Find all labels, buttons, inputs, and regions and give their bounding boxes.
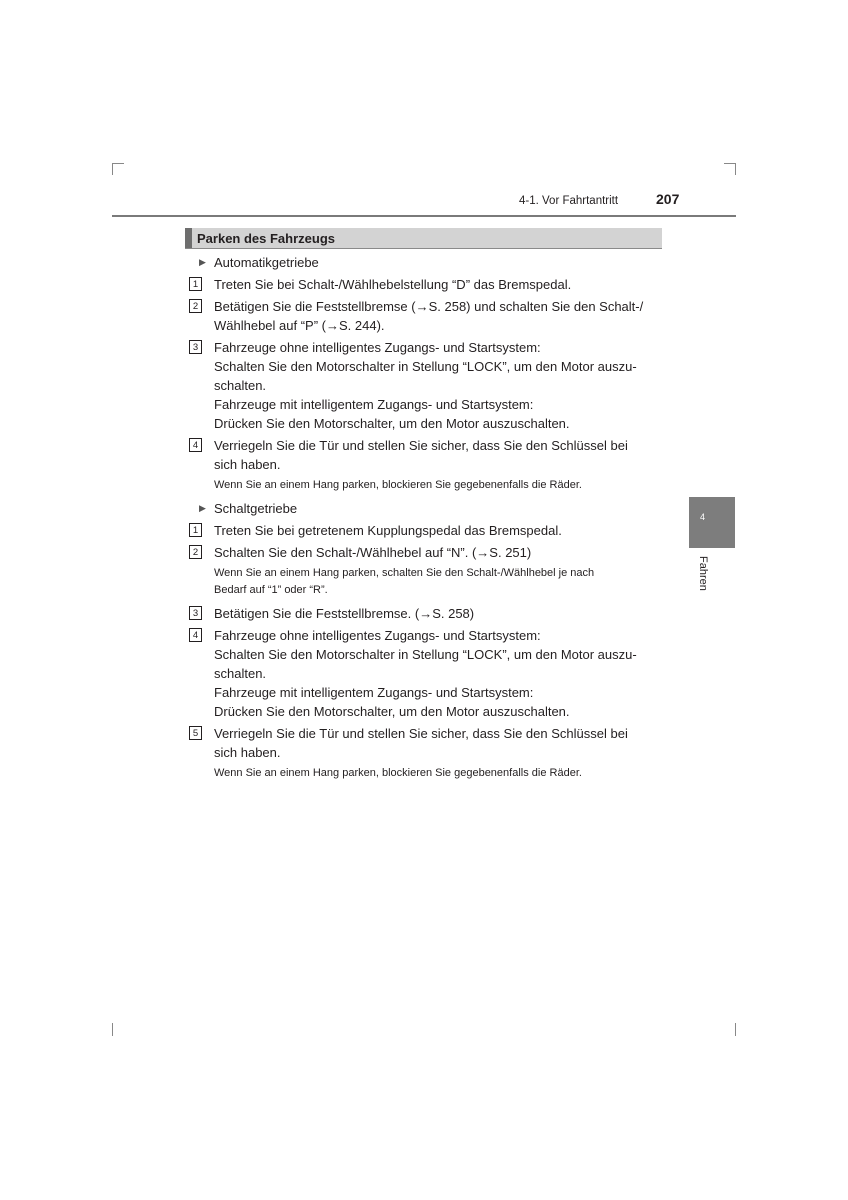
manual-note: [189, 765, 659, 782]
crop-mark-top-right-v: [735, 163, 736, 175]
triangle-bullet-icon: ▶: [199, 503, 206, 513]
step-number-box: 3: [189, 606, 202, 620]
step-number-box: 2: [189, 545, 202, 559]
step-text-line: Betätigen Sie die Feststellbremse. (→S. 258): [214, 606, 475, 621]
step-text-line: Schalten Sie den Motorschalter in Stellung “LOCK”, um den Motor auszu-: [214, 359, 637, 374]
subheading-manual: [189, 499, 659, 518]
manual-step-2: [189, 543, 659, 562]
note-text: Wenn Sie an einem Hang parken, blockieren Sie gegebenenfalls die Räder.: [214, 767, 582, 779]
automatic-step-2: [189, 297, 659, 335]
step-number-box: 1: [189, 277, 202, 291]
step-text-line: Fahrzeuge ohne intelligentes Zugangs- und Startsystem:: [214, 340, 541, 355]
step-text-line: Treten Sie bei getretenem Kupplungspedal das Bremspedal.: [214, 523, 562, 538]
manual-step-3: [189, 604, 659, 623]
step-text-line: Verriegeln Sie die Tür und stellen Sie sicher, dass Sie den Schlüssel bei: [214, 438, 628, 453]
triangle-bullet-icon: ▶: [199, 257, 206, 267]
step-text-line: Drücken Sie den Motorschalter, um den Motor auszuschalten.: [214, 704, 570, 719]
crop-mark-top-left-h: [112, 163, 124, 164]
step-text-line: Treten Sie bei Schalt-/Wählhebelstellung “D” das Bremspedal.: [214, 277, 572, 292]
step-text-line: Schalten Sie den Schalt-/Wählhebel auf “N”. (→S. 251): [214, 545, 532, 560]
manual-step-5: [189, 724, 659, 762]
automatic-note: [189, 477, 659, 494]
step-text-line: Drücken Sie den Motorschalter, um den Motor auszuschalten.: [214, 416, 570, 431]
step-text-line: sich haben.: [214, 745, 281, 760]
step-text-line: Fahrzeuge mit intelligentem Zugangs- und Startsystem:: [214, 685, 534, 700]
crop-mark-bottom-right-v: [735, 1023, 736, 1036]
section-title: Parken des Fahrzeugs: [197, 231, 335, 246]
automatic-step-3: [189, 338, 659, 433]
step-number-box: 4: [189, 438, 202, 452]
step-text-line: schalten.: [214, 378, 267, 393]
subheading-automatic-label: Automatikgetriebe: [214, 255, 319, 270]
manual-step-1: [189, 521, 659, 540]
step-number-box: 2: [189, 299, 202, 313]
crop-mark-bottom-left-v: [112, 1023, 113, 1036]
crop-mark-top-left-v: [112, 163, 113, 175]
step-number-box: 3: [189, 340, 202, 354]
page-number: 207: [656, 191, 680, 207]
step-number-box: 5: [189, 726, 202, 740]
manual-step-2-note: [189, 565, 659, 599]
step-text-line: Wählhebel auf “P” (→S. 244).: [214, 318, 385, 333]
note-text: Wenn Sie an einem Hang parken, schalten Sie den Schalt-/Wählhebel je nach: [214, 567, 595, 579]
subheading-automatic: [189, 253, 659, 272]
section-accent: [185, 228, 192, 248]
step-number-box: 1: [189, 523, 202, 537]
step-text-line: Schalten Sie den Motorschalter in Stellung “LOCK”, um den Motor auszu-: [214, 647, 637, 662]
automatic-step-1: [189, 275, 659, 294]
header-section-title: 4-1. Vor Fahrtantritt: [519, 195, 619, 207]
step-text-line: Verriegeln Sie die Tür und stellen Sie sicher, dass Sie den Schlüssel bei: [214, 726, 628, 741]
header-rule: [112, 215, 736, 217]
step-text-line: Fahrzeuge mit intelligentem Zugangs- und Startsystem:: [214, 397, 534, 412]
chapter-tab-label: Fahren: [697, 556, 709, 591]
chapter-tab: [689, 497, 735, 548]
manual-step-4: [189, 626, 659, 721]
section-title-bar: [185, 228, 662, 249]
step-text-line: sich haben.: [214, 457, 281, 472]
automatic-step-4: [189, 436, 659, 474]
step-text-line: Fahrzeuge ohne intelligentes Zugangs- und Startsystem:: [214, 628, 541, 643]
step-text-line: schalten.: [214, 666, 267, 681]
note-text: Bedarf auf “1” oder “R”.: [214, 584, 328, 596]
step-text-line: Betätigen Sie die Feststellbremse (→S. 258) und schalten Sie den Schalt-/: [214, 299, 644, 314]
note-text: Wenn Sie an einem Hang parken, blockieren Sie gegebenenfalls die Räder.: [214, 479, 582, 491]
step-number-box: 4: [189, 628, 202, 642]
chapter-tab-number: 4: [700, 512, 706, 522]
main-content: [189, 253, 659, 787]
subheading-manual-label: Schaltgetriebe: [214, 501, 298, 516]
